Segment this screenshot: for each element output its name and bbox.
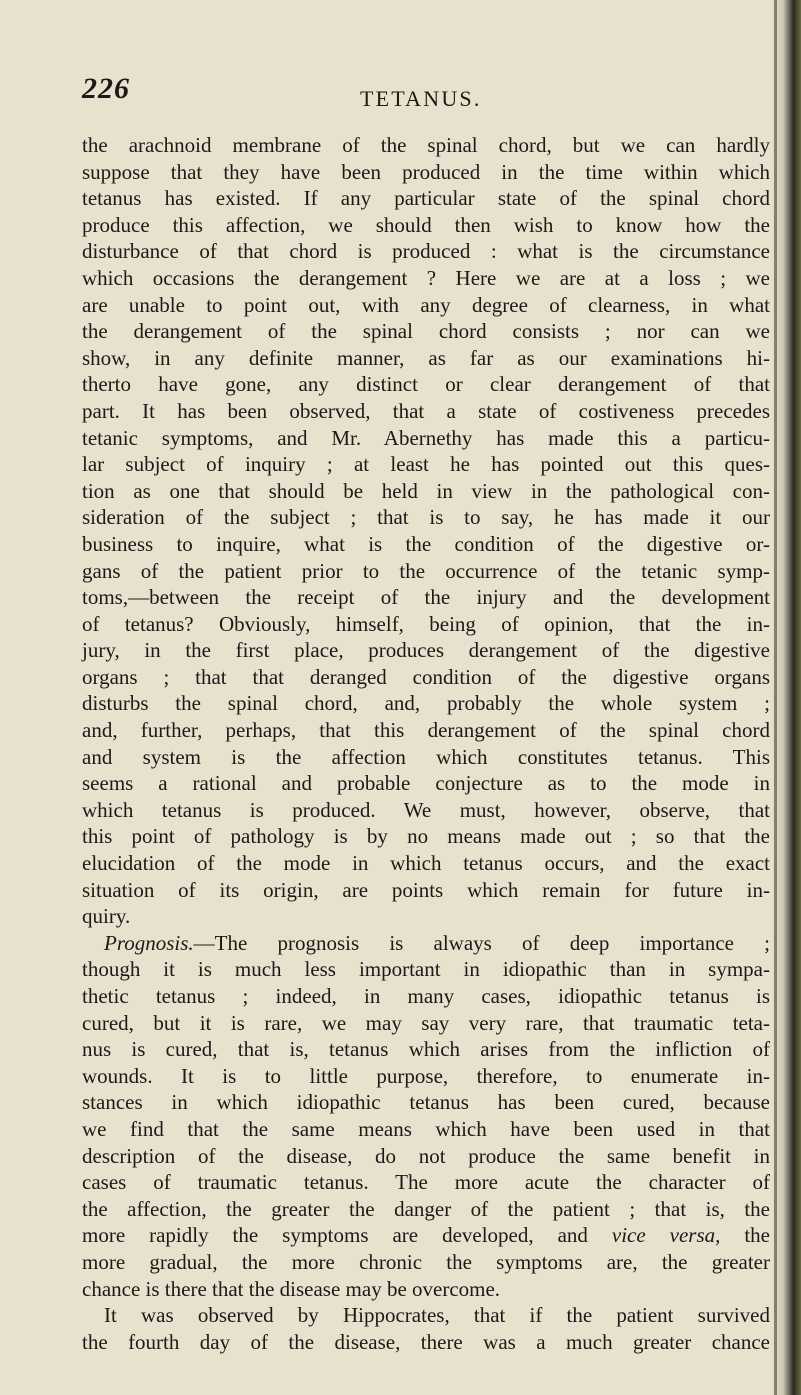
text-line: cured, but it is rare, we may say very rare, that traumatic teta-	[82, 1010, 770, 1035]
text-line: the fourth day of the disease, there was a much greater chance	[82, 1329, 770, 1354]
text-line: part. It has been observed, that a state of costiveness precedes	[82, 398, 770, 423]
text-line: toms,—between the receipt of the injury and the development	[82, 585, 770, 610]
text-line: suppose that they have been produced in the time within which	[82, 159, 770, 184]
text-line: organs ; that that deranged condition of the digestive organs	[82, 664, 770, 689]
text-line: we find that the same means which have been used in that	[82, 1116, 770, 1141]
text-line: therto have gone, any distinct or clear derangement of that	[82, 372, 770, 397]
page-edge-shadow	[771, 0, 801, 1395]
italic-phrase: Prognosis.	[104, 930, 194, 955]
text-line: though it is much less important in idiopathic than in sympa-	[82, 957, 770, 982]
text-line: chance is there that the disease may be overcome.	[82, 1276, 501, 1301]
body-text	[82, 132, 770, 1355]
text-line: are unable to point out, with any degree of clearness, in what	[82, 292, 770, 317]
text-line: which tetanus is produced. We must, however, observe, that	[82, 797, 770, 822]
text-line: stances in which idiopathic tetanus has been cured, because	[82, 1090, 770, 1115]
text-line: and system is the affection which constitutes tetanus. This	[82, 744, 770, 769]
text-line: elucidation of the mode in which tetanus occurs, and the exact	[82, 851, 770, 876]
text-line: lar subject of inquiry ; at least he has pointed out this ques-	[82, 452, 770, 477]
text-line: wounds. It is to little purpose, therefore, to enumerate in-	[82, 1063, 770, 1088]
text-line: tetanus has existed. If any particular state of the spinal chord	[82, 186, 770, 211]
text-line: thetic tetanus ; indeed, in many cases, idiopathic tetanus is	[82, 984, 770, 1008]
text-line: disturbance of that chord is produced : what is the circumstance	[82, 239, 770, 264]
text-line: show, in any definite manner, as far as our examinations hi-	[82, 345, 770, 370]
text-line: It was observed by Hippocrates, that if the patient survived	[104, 1303, 770, 1328]
text-line: and, further, perhaps, that this derangement of the spinal chord	[82, 718, 770, 743]
text-line: more rapidly the symptoms are developed, and vice versa, the	[82, 1223, 770, 1248]
text-line: the derangement of the spinal chord consists ; nor can we	[82, 319, 770, 344]
page-number: 226	[82, 72, 130, 105]
text-line: produce this affection, we should then wish to know how the	[82, 212, 770, 237]
text-line: sideration of the subject ; that is to say, he has made it our	[82, 505, 770, 530]
text-line: tetanic symptoms, and Mr. Abernethy has made this a particu-	[82, 425, 770, 450]
text-line: the arachnoid membrane of the spinal chord, but we can hardly	[82, 133, 770, 157]
text-line: the affection, the greater the danger of the patient ; that is, the	[82, 1196, 770, 1221]
text-line: this point of pathology is by no means made out ; so that the	[82, 824, 770, 849]
text-line: quiry.	[82, 904, 131, 929]
text-line: jury, in the first place, produces derangement of the digestive	[82, 638, 770, 663]
text-line-prognosis: Prognosis.—The prognosis is always of deep importance ;	[104, 930, 770, 955]
text-line: of tetanus? Obviously, himself, being of opinion, that the in-	[82, 611, 770, 636]
running-title: TETANUS.	[360, 86, 482, 111]
text-line: seems a rational and probable conjecture as to the mode in	[82, 771, 770, 796]
text-line: gans of the patient prior to the occurrence of the tetanic symp-	[82, 558, 770, 583]
text-line: tion as one that should be held in view in the pathological con-	[82, 478, 770, 503]
text-line: situation of its origin, are points which remain for future in-	[82, 877, 770, 902]
text-line: which occasions the derangement ? Here we are at a loss ; we	[82, 265, 770, 290]
text-line: business to inquire, what is the condition of the digestive or-	[82, 531, 770, 556]
text-line: more gradual, the more chronic the symptoms are, the greater	[82, 1249, 770, 1274]
italic-phrase: vice versa,	[611, 1223, 721, 1248]
text-line: description of the disease, do not produce the same benefit in	[82, 1143, 770, 1168]
text-line: nus is cured, that is, tetanus which arises from the infliction of	[82, 1037, 770, 1062]
text-line: disturbs the spinal chord, and, probably the whole system ;	[82, 691, 770, 716]
text-line: cases of traumatic tetanus. The more acute the character of	[82, 1170, 770, 1195]
